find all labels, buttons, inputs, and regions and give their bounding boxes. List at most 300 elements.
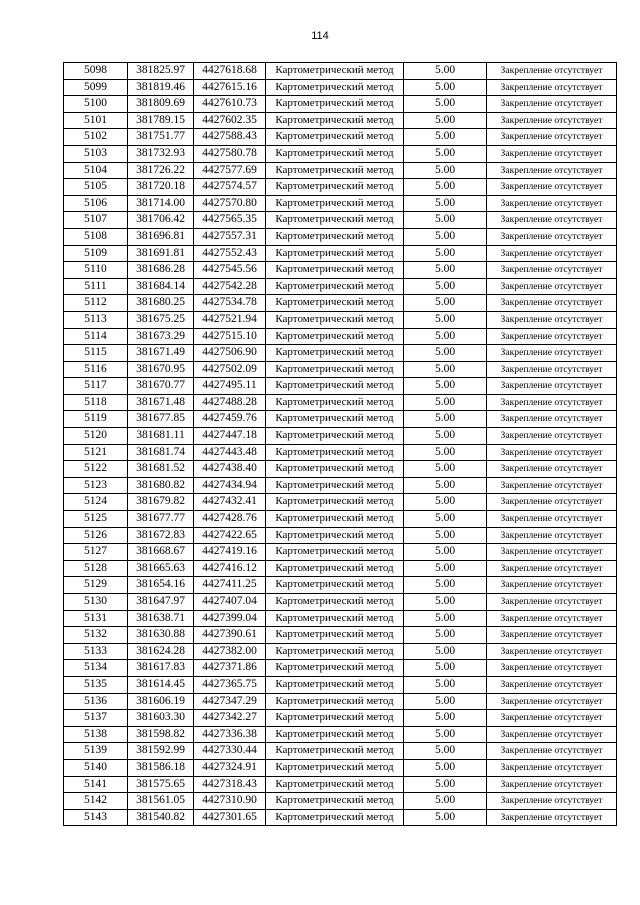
accuracy-cell: 5.00	[404, 444, 487, 461]
y-coordinate-cell: 4427371.86	[194, 660, 266, 677]
point-number-cell: 5116	[64, 361, 128, 378]
table-row	[64, 129, 617, 146]
fixation-cell: Закрепление отсутствует	[487, 710, 617, 727]
point-number-cell: 5139	[64, 743, 128, 760]
accuracy-cell: 5.00	[404, 544, 487, 561]
table-row	[64, 96, 617, 113]
method-cell: Картометрический метод	[266, 477, 404, 494]
fixation-cell: Закрепление отсутствует	[487, 212, 617, 229]
table-row	[64, 693, 617, 710]
point-number-cell: 5143	[64, 809, 128, 826]
point-number-cell: 5106	[64, 195, 128, 212]
accuracy-cell: 5.00	[404, 79, 487, 96]
method-cell: Картометрический метод	[266, 660, 404, 677]
method-cell: Картометрический метод	[266, 759, 404, 776]
y-coordinate-cell: 4427434.94	[194, 477, 266, 494]
y-coordinate-cell: 4427502.09	[194, 361, 266, 378]
point-number-cell: 5108	[64, 228, 128, 245]
y-coordinate-cell: 4427342.27	[194, 710, 266, 727]
point-number-cell: 5118	[64, 394, 128, 411]
point-number-cell: 5104	[64, 162, 128, 179]
fixation-cell: Закрепление отсутствует	[487, 179, 617, 196]
table-row	[64, 262, 617, 279]
fixation-cell: Закрепление отсутствует	[487, 776, 617, 793]
point-number-cell: 5114	[64, 328, 128, 345]
accuracy-cell: 5.00	[404, 295, 487, 312]
accuracy-cell: 5.00	[404, 212, 487, 229]
point-number-cell: 5126	[64, 527, 128, 544]
point-number-cell: 5136	[64, 693, 128, 710]
fixation-cell: Закрепление отсутствует	[487, 527, 617, 544]
accuracy-cell: 5.00	[404, 759, 487, 776]
table-row	[64, 676, 617, 693]
accuracy-cell: 5.00	[404, 726, 487, 743]
method-cell: Картометрический метод	[266, 643, 404, 660]
table-row	[64, 112, 617, 129]
x-coordinate-cell: 381673.29	[128, 328, 194, 345]
fixation-cell: Закрепление отсутствует	[487, 361, 617, 378]
x-coordinate-cell: 381617.83	[128, 660, 194, 677]
y-coordinate-cell: 4427443.48	[194, 444, 266, 461]
accuracy-cell: 5.00	[404, 228, 487, 245]
x-coordinate-cell: 381714.00	[128, 195, 194, 212]
method-cell: Картометрический метод	[266, 394, 404, 411]
y-coordinate-cell: 4427301.65	[194, 809, 266, 826]
x-coordinate-cell: 381809.69	[128, 96, 194, 113]
x-coordinate-cell: 381732.93	[128, 145, 194, 162]
y-coordinate-cell: 4427365.75	[194, 676, 266, 693]
fixation-cell: Закрепление отсутствует	[487, 162, 617, 179]
accuracy-cell: 5.00	[404, 63, 487, 80]
x-coordinate-cell: 381614.45	[128, 676, 194, 693]
y-coordinate-cell: 4427610.73	[194, 96, 266, 113]
accuracy-cell: 5.00	[404, 743, 487, 760]
fixation-cell: Закрепление отсутствует	[487, 610, 617, 627]
method-cell: Картометрический метод	[266, 444, 404, 461]
x-coordinate-cell: 381686.28	[128, 262, 194, 279]
accuracy-cell: 5.00	[404, 195, 487, 212]
fixation-cell: Закрепление отсутствует	[487, 793, 617, 810]
point-number-cell: 5105	[64, 179, 128, 196]
point-number-cell: 5138	[64, 726, 128, 743]
accuracy-cell: 5.00	[404, 676, 487, 693]
table-row	[64, 428, 617, 445]
method-cell: Картометрический метод	[266, 577, 404, 594]
method-cell: Картометрический метод	[266, 212, 404, 229]
x-coordinate-cell: 381681.11	[128, 428, 194, 445]
table-row	[64, 743, 617, 760]
method-cell: Картометрический метод	[266, 361, 404, 378]
fixation-cell: Закрепление отсутствует	[487, 759, 617, 776]
point-number-cell: 5134	[64, 660, 128, 677]
x-coordinate-cell: 381670.77	[128, 378, 194, 395]
table-row	[64, 63, 617, 80]
y-coordinate-cell: 4427438.40	[194, 461, 266, 478]
fixation-cell: Закрепление отсутствует	[487, 577, 617, 594]
table-row	[64, 477, 617, 494]
point-number-cell: 5099	[64, 79, 128, 96]
x-coordinate-cell: 381680.82	[128, 477, 194, 494]
fixation-cell: Закрепление отсутствует	[487, 444, 617, 461]
y-coordinate-cell: 4427615.16	[194, 79, 266, 96]
accuracy-cell: 5.00	[404, 776, 487, 793]
x-coordinate-cell: 381638.71	[128, 610, 194, 627]
x-coordinate-cell: 381680.25	[128, 295, 194, 312]
table-row	[64, 809, 617, 826]
fixation-cell: Закрепление отсутствует	[487, 328, 617, 345]
y-coordinate-cell: 4427428.76	[194, 511, 266, 528]
y-coordinate-cell: 4427521.94	[194, 311, 266, 328]
page-number: 114	[311, 30, 329, 42]
fixation-cell: Закрепление отсутствует	[487, 511, 617, 528]
table-row	[64, 79, 617, 96]
table-row	[64, 610, 617, 627]
fixation-cell: Закрепление отсутствует	[487, 278, 617, 295]
method-cell: Картометрический метод	[266, 311, 404, 328]
fixation-cell: Закрепление отсутствует	[487, 544, 617, 561]
y-coordinate-cell: 4427416.12	[194, 560, 266, 577]
point-number-cell: 5129	[64, 577, 128, 594]
table-row	[64, 759, 617, 776]
point-number-cell: 5101	[64, 112, 128, 129]
y-coordinate-cell: 4427310.90	[194, 793, 266, 810]
table-row	[64, 527, 617, 544]
point-number-cell: 5112	[64, 295, 128, 312]
table-row	[64, 577, 617, 594]
point-number-cell: 5141	[64, 776, 128, 793]
table-row	[64, 461, 617, 478]
accuracy-cell: 5.00	[404, 693, 487, 710]
fixation-cell: Закрепление отсутствует	[487, 311, 617, 328]
point-number-cell: 5135	[64, 676, 128, 693]
y-coordinate-cell: 4427602.35	[194, 112, 266, 129]
fixation-cell: Закрепление отсутствует	[487, 63, 617, 80]
accuracy-cell: 5.00	[404, 560, 487, 577]
x-coordinate-cell: 381624.28	[128, 643, 194, 660]
accuracy-cell: 5.00	[404, 378, 487, 395]
table-row	[64, 295, 617, 312]
coordinates-table-body	[64, 63, 617, 826]
x-coordinate-cell: 381677.77	[128, 511, 194, 528]
fixation-cell: Закрепление отсутствует	[487, 461, 617, 478]
table-row	[64, 643, 617, 660]
x-coordinate-cell: 381681.52	[128, 461, 194, 478]
y-coordinate-cell: 4427422.65	[194, 527, 266, 544]
table-row	[64, 394, 617, 411]
accuracy-cell: 5.00	[404, 345, 487, 362]
accuracy-cell: 5.00	[404, 660, 487, 677]
table-row	[64, 793, 617, 810]
accuracy-cell: 5.00	[404, 411, 487, 428]
accuracy-cell: 5.00	[404, 112, 487, 129]
method-cell: Картометрический метод	[266, 560, 404, 577]
method-cell: Картометрический метод	[266, 278, 404, 295]
method-cell: Картометрический метод	[266, 743, 404, 760]
accuracy-cell: 5.00	[404, 428, 487, 445]
fixation-cell: Закрепление отсутствует	[487, 428, 617, 445]
method-cell: Картометрический метод	[266, 245, 404, 262]
fixation-cell: Закрепление отсутствует	[487, 378, 617, 395]
fixation-cell: Закрепление отсутствует	[487, 96, 617, 113]
x-coordinate-cell: 381751.77	[128, 129, 194, 146]
method-cell: Картометрический метод	[266, 145, 404, 162]
x-coordinate-cell: 381681.74	[128, 444, 194, 461]
x-coordinate-cell: 381603.30	[128, 710, 194, 727]
x-coordinate-cell: 381606.19	[128, 693, 194, 710]
x-coordinate-cell: 381726.22	[128, 162, 194, 179]
accuracy-cell: 5.00	[404, 361, 487, 378]
y-coordinate-cell: 4427618.68	[194, 63, 266, 80]
x-coordinate-cell: 381696.81	[128, 228, 194, 245]
table-row	[64, 627, 617, 644]
table-row	[64, 162, 617, 179]
method-cell: Картометрический метод	[266, 228, 404, 245]
table-row	[64, 776, 617, 793]
method-cell: Картометрический метод	[266, 195, 404, 212]
table-row	[64, 511, 617, 528]
y-coordinate-cell: 4427382.00	[194, 643, 266, 660]
y-coordinate-cell: 4427488.28	[194, 394, 266, 411]
y-coordinate-cell: 4427565.35	[194, 212, 266, 229]
point-number-cell: 5121	[64, 444, 128, 461]
method-cell: Картометрический метод	[266, 726, 404, 743]
y-coordinate-cell: 4427542.28	[194, 278, 266, 295]
fixation-cell: Закрепление отсутствует	[487, 411, 617, 428]
method-cell: Картометрический метод	[266, 63, 404, 80]
accuracy-cell: 5.00	[404, 610, 487, 627]
method-cell: Картометрический метод	[266, 96, 404, 113]
x-coordinate-cell: 381671.48	[128, 394, 194, 411]
accuracy-cell: 5.00	[404, 328, 487, 345]
table-row	[64, 179, 617, 196]
accuracy-cell: 5.00	[404, 262, 487, 279]
fixation-cell: Закрепление отсутствует	[487, 394, 617, 411]
method-cell: Картометрический метод	[266, 262, 404, 279]
point-number-cell: 5132	[64, 627, 128, 644]
method-cell: Картометрический метод	[266, 693, 404, 710]
accuracy-cell: 5.00	[404, 809, 487, 826]
fixation-cell: Закрепление отсутствует	[487, 262, 617, 279]
fixation-cell: Закрепление отсутствует	[487, 129, 617, 146]
fixation-cell: Закрепление отсутствует	[487, 228, 617, 245]
x-coordinate-cell: 381670.95	[128, 361, 194, 378]
table-row	[64, 726, 617, 743]
point-number-cell: 5109	[64, 245, 128, 262]
point-number-cell: 5120	[64, 428, 128, 445]
fixation-cell: Закрепление отсутствует	[487, 245, 617, 262]
x-coordinate-cell: 381819.46	[128, 79, 194, 96]
point-number-cell: 5100	[64, 96, 128, 113]
x-coordinate-cell: 381672.83	[128, 527, 194, 544]
point-number-cell: 5110	[64, 262, 128, 279]
accuracy-cell: 5.00	[404, 278, 487, 295]
method-cell: Картометрический метод	[266, 544, 404, 561]
method-cell: Картометрический метод	[266, 129, 404, 146]
y-coordinate-cell: 4427557.31	[194, 228, 266, 245]
accuracy-cell: 5.00	[404, 245, 487, 262]
method-cell: Картометрический метод	[266, 345, 404, 362]
accuracy-cell: 5.00	[404, 594, 487, 611]
y-coordinate-cell: 4427577.69	[194, 162, 266, 179]
y-coordinate-cell: 4427447.18	[194, 428, 266, 445]
point-number-cell: 5140	[64, 759, 128, 776]
method-cell: Картометрический метод	[266, 776, 404, 793]
accuracy-cell: 5.00	[404, 643, 487, 660]
y-coordinate-cell: 4427545.56	[194, 262, 266, 279]
x-coordinate-cell: 381665.63	[128, 560, 194, 577]
y-coordinate-cell: 4427336.38	[194, 726, 266, 743]
table-row	[64, 411, 617, 428]
y-coordinate-cell: 4427318.43	[194, 776, 266, 793]
accuracy-cell: 5.00	[404, 394, 487, 411]
accuracy-cell: 5.00	[404, 793, 487, 810]
method-cell: Картометрический метод	[266, 627, 404, 644]
table-row	[64, 594, 617, 611]
table-row	[64, 245, 617, 262]
y-coordinate-cell: 4427324.91	[194, 759, 266, 776]
x-coordinate-cell: 381679.82	[128, 494, 194, 511]
x-coordinate-cell: 381789.15	[128, 112, 194, 129]
fixation-cell: Закрепление отсутствует	[487, 79, 617, 96]
x-coordinate-cell: 381598.82	[128, 726, 194, 743]
point-number-cell: 5102	[64, 129, 128, 146]
accuracy-cell: 5.00	[404, 179, 487, 196]
y-coordinate-cell: 4427534.78	[194, 295, 266, 312]
x-coordinate-cell: 381671.49	[128, 345, 194, 362]
y-coordinate-cell: 4427432.41	[194, 494, 266, 511]
method-cell: Картометрический метод	[266, 494, 404, 511]
coordinates-table	[63, 62, 617, 826]
x-coordinate-cell: 381677.85	[128, 411, 194, 428]
point-number-cell: 5119	[64, 411, 128, 428]
accuracy-cell: 5.00	[404, 527, 487, 544]
point-number-cell: 5125	[64, 511, 128, 528]
fixation-cell: Закрепление отсутствует	[487, 295, 617, 312]
accuracy-cell: 5.00	[404, 145, 487, 162]
y-coordinate-cell: 4427506.90	[194, 345, 266, 362]
fixation-cell: Закрепление отсутствует	[487, 660, 617, 677]
y-coordinate-cell: 4427552.43	[194, 245, 266, 262]
y-coordinate-cell: 4427390.61	[194, 627, 266, 644]
x-coordinate-cell: 381691.81	[128, 245, 194, 262]
point-number-cell: 5122	[64, 461, 128, 478]
y-coordinate-cell: 4427574.57	[194, 179, 266, 196]
table-row	[64, 444, 617, 461]
table-row	[64, 560, 617, 577]
method-cell: Картометрический метод	[266, 328, 404, 345]
point-number-cell: 5107	[64, 212, 128, 229]
accuracy-cell: 5.00	[404, 311, 487, 328]
point-number-cell: 5137	[64, 710, 128, 727]
table-row	[64, 311, 617, 328]
x-coordinate-cell: 381720.18	[128, 179, 194, 196]
fixation-cell: Закрепление отсутствует	[487, 743, 617, 760]
point-number-cell: 5115	[64, 345, 128, 362]
x-coordinate-cell: 381575.65	[128, 776, 194, 793]
table-row	[64, 710, 617, 727]
x-coordinate-cell: 381561.05	[128, 793, 194, 810]
table-row	[64, 328, 617, 345]
y-coordinate-cell: 4427495.11	[194, 378, 266, 395]
method-cell: Картометрический метод	[266, 511, 404, 528]
y-coordinate-cell: 4427580.78	[194, 145, 266, 162]
fixation-cell: Закрепление отсутствует	[487, 560, 617, 577]
x-coordinate-cell: 381647.97	[128, 594, 194, 611]
x-coordinate-cell: 381706.42	[128, 212, 194, 229]
fixation-cell: Закрепление отсутствует	[487, 726, 617, 743]
point-number-cell: 5124	[64, 494, 128, 511]
point-number-cell: 5127	[64, 544, 128, 561]
fixation-cell: Закрепление отсутствует	[487, 594, 617, 611]
table-row	[64, 494, 617, 511]
fixation-cell: Закрепление отсутствует	[487, 676, 617, 693]
accuracy-cell: 5.00	[404, 511, 487, 528]
method-cell: Картометрический метод	[266, 179, 404, 196]
point-number-cell: 5133	[64, 643, 128, 660]
x-coordinate-cell: 381630.88	[128, 627, 194, 644]
method-cell: Картометрический метод	[266, 809, 404, 826]
x-coordinate-cell: 381592.99	[128, 743, 194, 760]
method-cell: Картометрический метод	[266, 112, 404, 129]
fixation-cell: Закрепление отсутствует	[487, 145, 617, 162]
point-number-cell: 5131	[64, 610, 128, 627]
x-coordinate-cell: 381684.14	[128, 278, 194, 295]
y-coordinate-cell: 4427411.25	[194, 577, 266, 594]
y-coordinate-cell: 4427399.04	[194, 610, 266, 627]
accuracy-cell: 5.00	[404, 494, 487, 511]
x-coordinate-cell: 381675.25	[128, 311, 194, 328]
x-coordinate-cell: 381825.97	[128, 63, 194, 80]
table-row	[64, 212, 617, 229]
point-number-cell: 5130	[64, 594, 128, 611]
method-cell: Картометрический метод	[266, 610, 404, 627]
fixation-cell: Закрепление отсутствует	[487, 693, 617, 710]
method-cell: Картометрический метод	[266, 295, 404, 312]
accuracy-cell: 5.00	[404, 162, 487, 179]
accuracy-cell: 5.00	[404, 577, 487, 594]
method-cell: Картометрический метод	[266, 428, 404, 445]
table-row	[64, 544, 617, 561]
fixation-cell: Закрепление отсутствует	[487, 477, 617, 494]
y-coordinate-cell: 4427330.44	[194, 743, 266, 760]
point-number-cell: 5113	[64, 311, 128, 328]
fixation-cell: Закрепление отсутствует	[487, 627, 617, 644]
table-row	[64, 195, 617, 212]
method-cell: Картометрический метод	[266, 710, 404, 727]
point-number-cell: 5128	[64, 560, 128, 577]
method-cell: Картометрический метод	[266, 79, 404, 96]
method-cell: Картометрический метод	[266, 594, 404, 611]
accuracy-cell: 5.00	[404, 627, 487, 644]
method-cell: Картометрический метод	[266, 162, 404, 179]
table-row	[64, 228, 617, 245]
y-coordinate-cell: 4427407.04	[194, 594, 266, 611]
fixation-cell: Закрепление отсутствует	[487, 643, 617, 660]
x-coordinate-cell: 381654.16	[128, 577, 194, 594]
point-number-cell: 5103	[64, 145, 128, 162]
method-cell: Картометрический метод	[266, 527, 404, 544]
accuracy-cell: 5.00	[404, 461, 487, 478]
method-cell: Картометрический метод	[266, 411, 404, 428]
table-row	[64, 345, 617, 362]
method-cell: Картометрический метод	[266, 676, 404, 693]
y-coordinate-cell: 4427588.43	[194, 129, 266, 146]
x-coordinate-cell: 381540.82	[128, 809, 194, 826]
x-coordinate-cell: 381586.18	[128, 759, 194, 776]
table-row	[64, 660, 617, 677]
fixation-cell: Закрепление отсутствует	[487, 809, 617, 826]
method-cell: Картометрический метод	[266, 378, 404, 395]
